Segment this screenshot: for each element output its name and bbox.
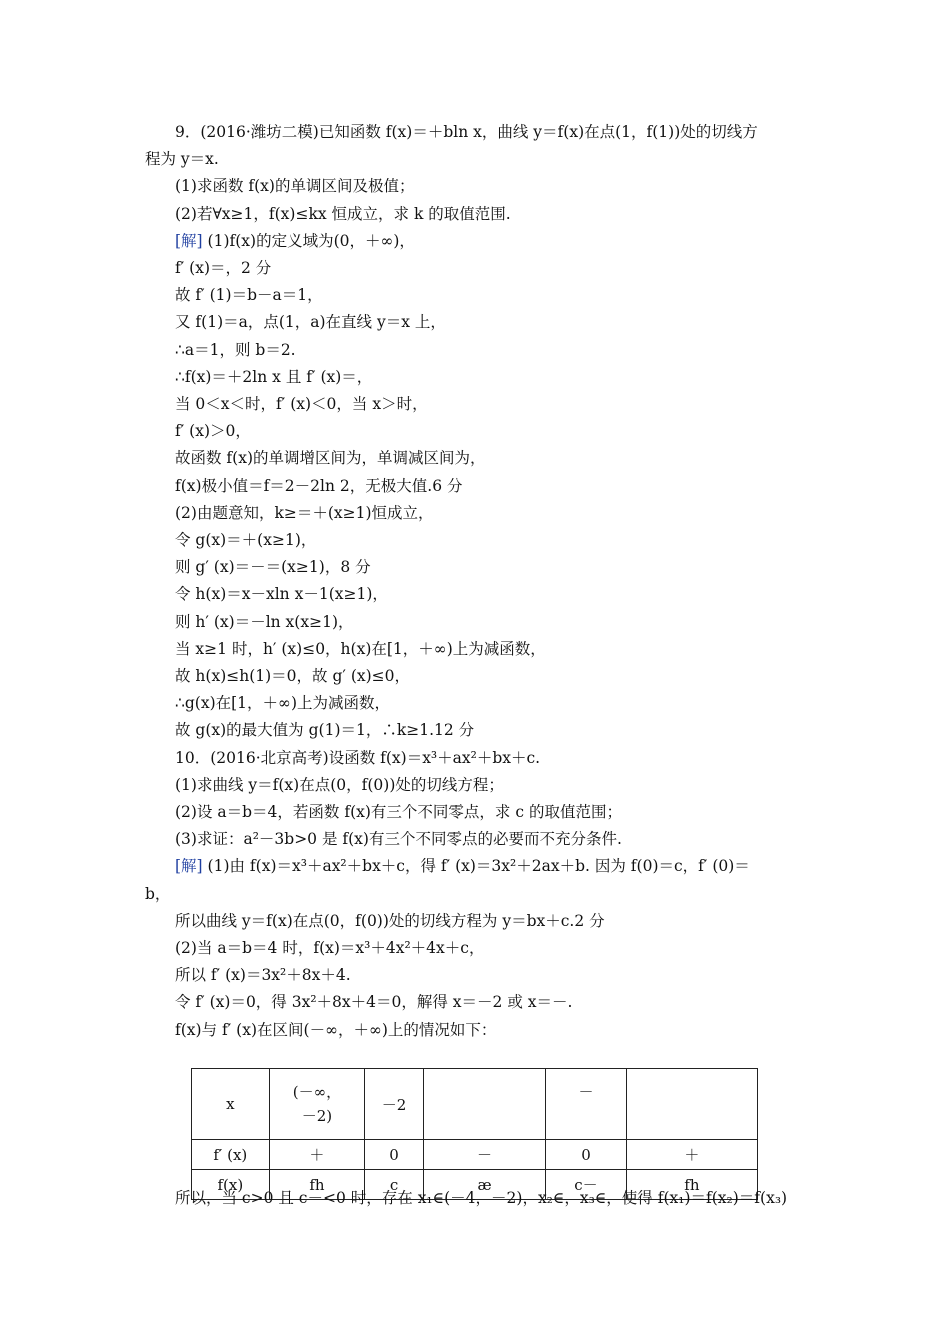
text-line bbox=[175, 421, 251, 441]
solution-tag: [解] bbox=[175, 857, 203, 875]
text-line bbox=[175, 720, 474, 740]
table-cell: c bbox=[365, 1170, 424, 1200]
line-text: f′ (x)＞0， bbox=[175, 422, 251, 440]
table-cell bbox=[423, 1069, 545, 1140]
line-text: 令 h(x)＝x－xln x－1(x≥1)， bbox=[175, 585, 388, 603]
line-text: (2)由题意知，k≥＝＋(x≥1)恒成立， bbox=[175, 504, 434, 522]
table-cell: －2 bbox=[365, 1069, 424, 1140]
table-cell: 0 bbox=[365, 1140, 424, 1170]
text-line bbox=[175, 639, 546, 659]
line-text: (1)求函数 f(x)的单调区间及极值； bbox=[175, 177, 415, 195]
line-text: f′ (x)＝，2 分 bbox=[175, 259, 272, 277]
line-text: 故 f′ (1)＝b－a＝1， bbox=[175, 286, 323, 304]
line-text: 所以 f′ (x)＝3x²＋8x＋4. bbox=[175, 966, 351, 984]
text-line bbox=[175, 557, 371, 577]
text-line bbox=[175, 992, 572, 1012]
line-text: 故函数 f(x)的单调增区间为，单调减区间为， bbox=[175, 449, 486, 467]
text-line bbox=[175, 802, 622, 822]
table-cell: fh bbox=[269, 1170, 365, 1200]
line-text: 令 f′ (x)＝0，得 3x²＋8x＋4＝0，解得 x＝－2 或 x＝－. bbox=[175, 993, 573, 1011]
text-line bbox=[175, 775, 504, 795]
text-line bbox=[175, 367, 372, 387]
text-line bbox=[175, 204, 511, 224]
table-cell: æ bbox=[423, 1170, 545, 1200]
line-text: 则 g′ (x)＝－＝(x≥1)，8 分 bbox=[175, 558, 371, 576]
table-cell: － bbox=[546, 1069, 627, 1140]
text-line bbox=[175, 829, 622, 849]
text-line bbox=[175, 231, 415, 251]
text-line bbox=[175, 938, 484, 958]
text-line bbox=[175, 748, 540, 768]
text-line bbox=[175, 666, 410, 686]
line-text: f(x)极小值＝f＝2－2ln 2，无极大值.6 分 bbox=[175, 477, 463, 495]
text-line bbox=[145, 884, 170, 904]
text-line bbox=[175, 340, 296, 360]
line-text: 当 0＜x＜时，f′ (x)＜0，当 x＞时， bbox=[175, 395, 428, 413]
text-line bbox=[175, 693, 390, 713]
text-line bbox=[175, 911, 605, 931]
line-text: 所以曲线 y＝f(x)在点(0，f(0))处的切线方程为 y＝bx＋c.2 分 bbox=[175, 912, 605, 930]
text-line bbox=[175, 312, 446, 332]
line-text: ∴f(x)＝＋2ln x 且 f′ (x)＝， bbox=[175, 368, 373, 386]
table-cell: 0 bbox=[546, 1140, 627, 1170]
text-line bbox=[175, 530, 316, 550]
table-cell: ＋ bbox=[626, 1140, 757, 1170]
line-text: f(x)与 f′ (x)在区间(－∞，＋∞)上的情况如下： bbox=[175, 1021, 497, 1039]
text-line bbox=[175, 285, 323, 305]
text-line bbox=[175, 448, 486, 468]
text-line bbox=[175, 176, 414, 196]
line-text: (1)由 f(x)＝x³＋ax²＋bx＋c，得 f′ (x)＝3x²＋2ax＋b. 因为 f(0)＝c，f′ (0)＝ bbox=[202, 857, 750, 875]
line-text: 故 h(x)≤h(1)＝0，故 g′ (x)≤0， bbox=[175, 667, 411, 685]
text-line bbox=[175, 122, 758, 142]
table-cell: x bbox=[192, 1069, 270, 1140]
line-text: (2)当 a＝b＝4 时，f(x)＝x³＋4x²＋4x＋c， bbox=[175, 939, 485, 957]
line-text: (1)求曲线 y＝f(x)在点(0，f(0))处的切线方程； bbox=[175, 776, 504, 794]
text-line bbox=[175, 476, 462, 496]
line-text: 9．(2016·潍坊二模)已知函数 f(x)＝＋bln x，曲线 y＝f(x)在点(1，f(1))处的切线方 bbox=[175, 123, 758, 141]
last-line: 所以，当 c>0 且 c－<0 时，存在 x₁∈(－4，－2)，x₂∈，x₃∈，使得 f(x₁)＝f(x₂)＝f(x₃) bbox=[175, 1189, 788, 1207]
line-text: (1)f(x)的定义域为(0，＋∞)， bbox=[202, 232, 415, 250]
line-text: ∴g(x)在[1，＋∞)上为减函数， bbox=[175, 694, 390, 712]
table-cell bbox=[269, 1069, 365, 1140]
table-cell bbox=[626, 1069, 757, 1140]
line-text: (2)设 a＝b＝4，若函数 f(x)有三个不同零点，求 c 的取值范围； bbox=[175, 803, 622, 821]
table-row bbox=[192, 1069, 758, 1140]
sign-table bbox=[191, 1068, 758, 1200]
text-line bbox=[175, 258, 271, 278]
table-cell: fh bbox=[626, 1170, 757, 1200]
text-line bbox=[145, 149, 219, 169]
line-text: 令 g(x)＝＋(x≥1)， bbox=[175, 531, 317, 549]
line-text: 程为 y＝x. bbox=[145, 150, 219, 168]
text-line bbox=[175, 503, 434, 523]
interval-cell: (－∞， －2) bbox=[292, 1083, 342, 1125]
text-line bbox=[175, 584, 388, 604]
line-text: b， bbox=[145, 885, 171, 903]
line-text: 又 f(1)＝a，点(1，a)在直线 y＝x 上， bbox=[175, 313, 446, 331]
line-text: (2)若∀x≥1，f(x)≤kx 恒成立，求 k 的取值范围. bbox=[175, 205, 511, 223]
text-line bbox=[175, 612, 354, 632]
table-cell: c－ bbox=[546, 1170, 627, 1200]
solution-tag: [解] bbox=[175, 232, 203, 250]
text-line bbox=[175, 394, 428, 414]
table-cell: f′ (x) bbox=[192, 1140, 270, 1170]
line-text: (3)求证：a²－3b>0 是 f(x)有三个不同零点的必要而不充分条件. bbox=[175, 830, 622, 848]
text-line bbox=[175, 856, 750, 876]
line-text: 当 x≥1 时，h′ (x)≤0，h(x)在[1，＋∞)上为减函数， bbox=[175, 640, 546, 658]
table-cell: f(x) bbox=[192, 1170, 270, 1200]
line-text: 则 h′ (x)＝－ln x(x≥1)， bbox=[175, 613, 354, 631]
line-text: 10．(2016·北京高考)设函数 f(x)＝x³＋ax²＋bx＋c. bbox=[175, 749, 541, 767]
table-row bbox=[192, 1140, 758, 1170]
table-cell: － bbox=[423, 1140, 545, 1170]
line-text: 故 g(x)的最大值为 g(1)＝1，∴k≥1.12 分 bbox=[175, 721, 475, 739]
text-line bbox=[175, 965, 351, 985]
text-line bbox=[175, 1020, 496, 1040]
table-cell: ＋ bbox=[269, 1140, 365, 1170]
line-text: ∴a＝1，则 b＝2. bbox=[175, 341, 296, 359]
